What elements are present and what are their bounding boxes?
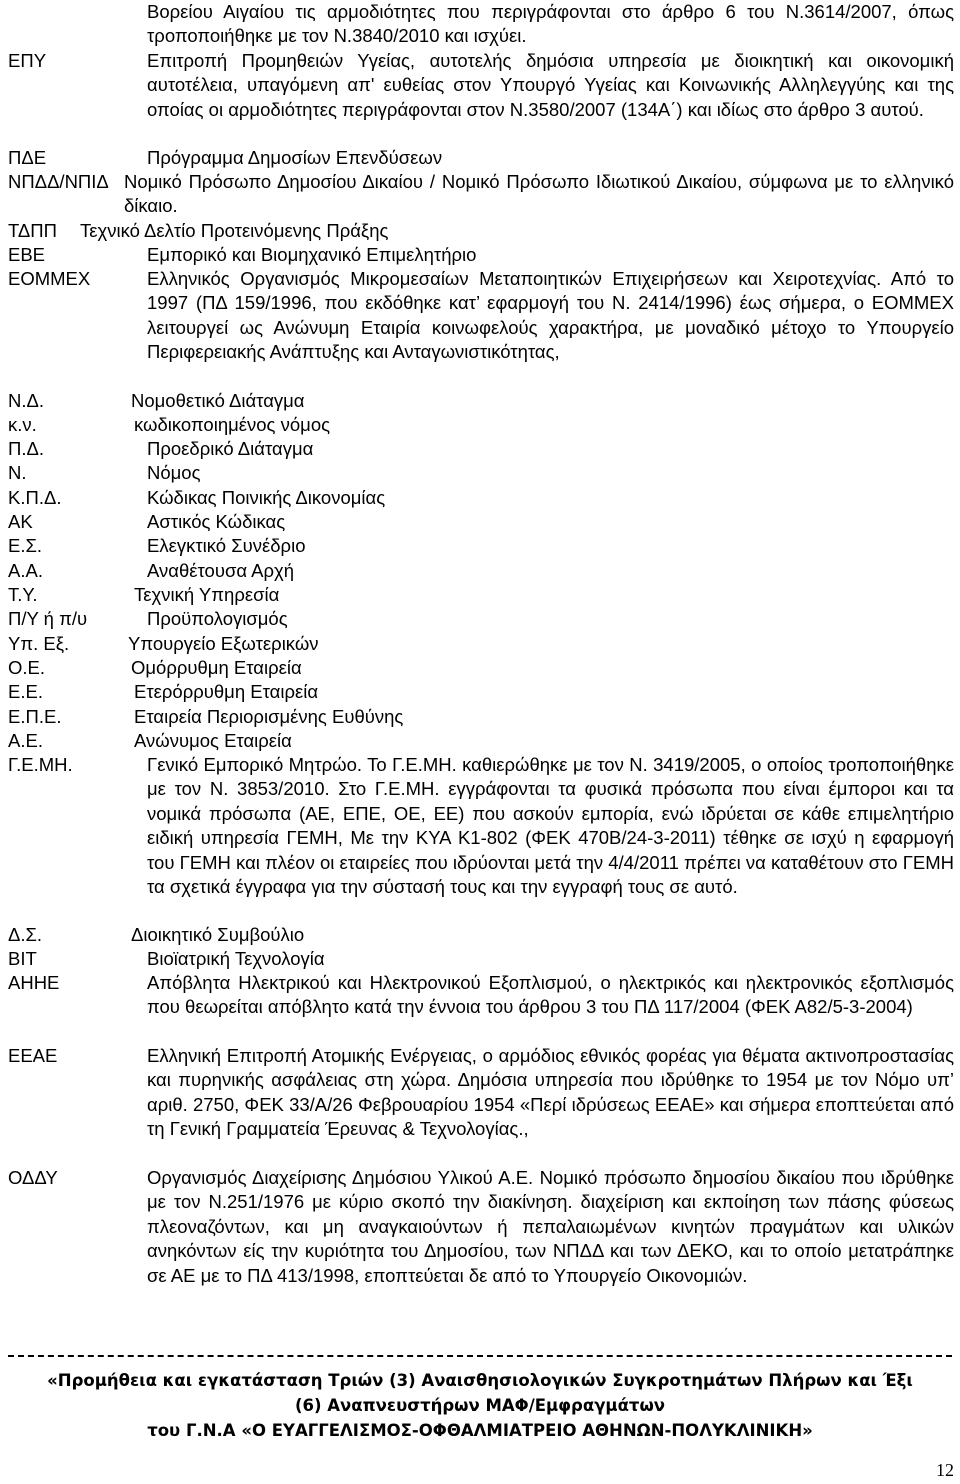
entry-definition: Εμπορικό και Βιομηχανικό Επιμελητήριο <box>147 244 477 265</box>
entry-abbreviation: Α.Α. <box>8 560 43 581</box>
entry-abbreviation: ΟΔΔΥ <box>8 1167 58 1188</box>
entry-abbreviation: Ε.Σ. <box>8 535 43 556</box>
entry-abbreviation: Ν.Δ. <box>8 390 44 411</box>
entry-definition: Αστικός Κώδικας <box>147 511 286 532</box>
entry-definition: Αναθέτουσα Αρχή <box>147 560 295 581</box>
footer-line-3: του Γ.Ν.Α «Ο ΕΥΑΓΓΕΛΙΣΜΟΣ-ΟΦΘΑΛΜΙΑΤΡΕΙΟ ΑΘΗΝΩΝ-ΠΟΛΥΚΛΙΝΙΚΗ» <box>147 1421 813 1440</box>
footer-line-1: «Προμήθεια και εγκατάσταση Τριών (3) Αναισθησιολογικών Συγκροτημάτων Πλήρων και Έξι <box>47 1371 913 1390</box>
entry-definition: Διοικητικό Συμβούλιο <box>131 924 305 945</box>
footer-separator <box>8 1355 952 1357</box>
entry-definition: Κώδικας Ποινικής Δικονομίας <box>147 487 386 508</box>
entry-abbreviation: ΝΠΔΔ/ΝΠΙΔ <box>8 171 109 192</box>
entry-definition: Ετερόρρυθμη Εταιρεία <box>134 681 319 702</box>
entry-definition: Ομόρρυθμη Εταιρεία <box>131 657 302 678</box>
entry-definition: Πρόγραμμα Δημοσίων Επενδύσεων <box>147 147 443 168</box>
entry-abbreviation: Ε.Π.Ε. <box>8 706 62 727</box>
entry-abbreviation: ΒΙΤ <box>8 948 37 969</box>
entry-definition: Βορείου Αιγαίου τις αρμοδιότητες που περιγράφονται στο άρθρο 6 του Ν.3614/2007, όπως τροποποιήθηκε με τον Ν.3840/2010 και ισχύει. <box>147 1 954 47</box>
page-footer <box>0 1368 960 1443</box>
entry-definition: Προεδρικό Διάταγμα <box>147 438 314 459</box>
entry-abbreviation: Υπ. Εξ. <box>8 633 70 654</box>
entry-definition: Νομοθετικό Διάταγμα <box>131 390 305 411</box>
entry-abbreviation: ΕΕΑΕ <box>8 1045 58 1066</box>
entry-abbreviation: κ.ν. <box>8 414 37 435</box>
entry-definition: Τεχνική Υπηρεσία <box>134 584 280 605</box>
entry-definition: Βιοϊατρική Τεχνολογία <box>147 948 325 969</box>
entry-definition: Νόμος <box>147 462 201 483</box>
page-number: 12 <box>936 1460 954 1480</box>
entry-abbreviation: ΑΗΗΕ <box>8 972 60 993</box>
entry-abbreviation: ΠΔΕ <box>8 147 47 168</box>
entry-abbreviation: ΕΠΥ <box>8 50 47 71</box>
entry-definition: Οργανισμός Διαχείρισης Δημόσιου Υλικού Α.Ε. Νομικό πρόσωπο δημοσίου δικαίου που ιδρύθηκε με τον Ν.251/1976 με κύριο σκοπό την διακίνηση. διαχείριση και εκποίηση των πάσης φύσεως πλεοναζόντων, και μη αναγκαιούντων ή πεπαλαιωμένων κινητών πραγμάτων και υλικών ανηκόντων είς την κυριότητα του Δημοσίου, των ΝΠΔΔ και των ΔΕΚΟ, και το οποίο μετατράπηκε σε ΑΕ με το ΠΔ 413/1998, εποπτεύεται δε από το Υπουργείο Οικονομιών. <box>147 1167 954 1286</box>
entry-abbreviation: Π.Δ. <box>8 438 44 459</box>
entry-definition: Απόβλητα Ηλεκτρικού και Ηλεκτρονικού Εξοπλισμού, ο ηλεκτρικός και ηλεκτρονικός εξοπλισμός που θεωρείται απόβλητο κατά την έννοια του άρθρου 3 του ΠΔ 117/2004 (ΦΕΚ Α82/5-3-2004) <box>147 972 954 1018</box>
entry-abbreviation: Ε.Ε. <box>8 681 43 702</box>
entry-definition: κωδικοποιημένος νόμος <box>134 414 331 435</box>
entry-definition: Ελεγκτικό Συνέδριο <box>147 535 306 556</box>
footer-line-2: (6) Αναπνευστήρων ΜΑΦ/Εμφραγμάτων <box>294 1396 666 1415</box>
entry-definition: Εταιρεία Περιορισμένης Ευθύνης <box>134 706 404 727</box>
entry-abbreviation: Τ.Υ. <box>8 584 38 605</box>
entry-abbreviation: ΕΒΕ <box>8 244 46 265</box>
entry-abbreviation: ΑΚ <box>8 511 33 532</box>
entry-definition: Υπουργείο Εξωτερικών <box>128 633 319 654</box>
entry-abbreviation: ΕΟΜΜΕΧ <box>8 268 91 289</box>
entry-abbreviation: ΤΔΠΠ <box>8 220 58 241</box>
entry-abbreviation: Δ.Σ. <box>8 924 43 945</box>
entry-abbreviation: Α.Ε. <box>8 730 43 751</box>
entry-definition: Προϋπολογισμός <box>147 608 288 629</box>
entry-abbreviation: Γ.Ε.ΜΗ. <box>8 754 73 775</box>
entry-definition: Νομικό Πρόσωπο Δημοσίου Δικαίου / Νομικό Πρόσωπο Ιδιωτικού Δικαίου, σύμφωνα με το ελληνικό δίκαιο. <box>124 171 954 217</box>
entry-abbreviation: Ν. <box>8 462 27 483</box>
entry-abbreviation: Ο.Ε. <box>8 657 46 678</box>
entry-abbreviation: Π/Υ ή π/υ <box>8 608 88 629</box>
entry-definition: Επιτροπή Προμηθειών Υγείας, αυτοτελής δημόσια υπηρεσία με διοικητική και οικονομική αυτοτέλεια, υπαγόμενη απ' ευθείας στον Υπουργό Υγείας και Κοινωνικής Αλληλεγγύης και της οποίας οι αρμοδιότητες περιγράφονται στον Ν.3580/2007 (134Α΄) και ιδίως στο άρθρο 3 αυτού. <box>147 50 954 120</box>
entry-abbreviation: Κ.Π.Δ. <box>8 487 62 508</box>
entry-definition: Ελληνική Επιτροπή Ατομικής Ενέργειας, ο αρμόδιος εθνικός φορέας για θέματα ακτινοπροστασίας και πυρηνικής ασφάλειας στη χώρα. Δημόσια υπηρεσία που ιδρύθηκε το 1954 με τον Νόμο υπ’ αριθ. 2750, ΦΕΚ 33/Α/26 Φεβρουαρίου 1954 «Περί ιδρύσεως ΕΕΑΕ» και σήμερα εποπτεύεται από τη Γενική Γραμματεία Έρευνας & Τεχνολογίας., <box>147 1045 954 1140</box>
entry-definition: Ανώνυμος Εταιρεία <box>134 730 292 751</box>
entry-definition: Ελληνικός Οργανισμός Μικρομεσαίων Μεταποιητικών Επιχειρήσεων και Χειροτεχνίας. Από το 1997 (ΠΔ 159/1996, που εκδόθηκε κατ’ εφαρμογή του Ν. 2414/1996) έως σήμερα, ο ΕΟΜΜΕΧ λειτουργεί ως Ανώνυμη Εταιρία κοινωφελούς χαρακτήρα, με μοναδικό μέτοχο το Υπουργείο Περιφερειακής Ανάπτυξης και Ανταγωνιστικότητας, <box>147 268 954 363</box>
entry-definition: Τεχνικό Δελτίο Προτεινόμενης Πράξης <box>80 220 389 241</box>
entry-definition: Γενικό Εμπορικό Μητρώο. Το Γ.Ε.ΜΗ. καθιερώθηκε με τον Ν. 3419/2005, ο οποίος τροποποιήθηκε με τον Ν. 3853/2010. Στο Γ.Ε.ΜΗ. εγγράφονται τα φυσικά πρόσωπα που είναι έμποροι και τα νομικά πρόσωπα (ΑΕ, ΕΠΕ, ΟΕ, ΕΕ) που ασκούν εμπορία, ενώ ιδρύεται σε κάθε επιμελητήριο ειδική υπηρεσία ΓΕΜΗ, Με την ΚΥΑ Κ1-802 (ΦΕΚ 470Β/24-3-2011) τέθηκε σε ισχύ η εφαρμογή του ΓΕΜΗ και πλέον οι εταιρείες που ιδρύονται μετά την 4/4/2011 πρέπει να καταθέτουν στο ΓΕΜΗ τα σχετικά έγγραφα για την σύστασή τους και την εγγραφή τους σε αυτό. <box>147 754 954 898</box>
